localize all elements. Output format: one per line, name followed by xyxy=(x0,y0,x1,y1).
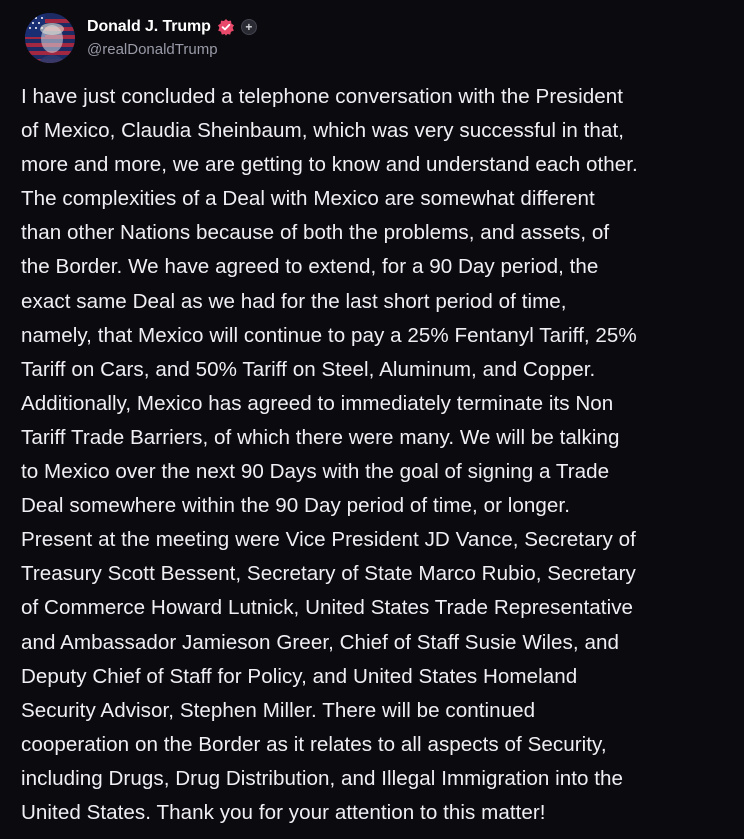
avatar[interactable] xyxy=(25,13,75,63)
post-header xyxy=(25,13,257,63)
author-display-name[interactable]: Donald J. Trump xyxy=(87,18,211,35)
flag-portrait-avatar-icon xyxy=(25,13,75,63)
plus-icon[interactable]: + xyxy=(241,19,257,35)
name-row xyxy=(87,16,257,38)
post-body-text: I have just concluded a telephone conversation with the President of Mexico, Claudia Sheinbaum, which was very successful in that, more and more, we are getting to know and understand each other. The complexities of a Deal with Mexico are somewhat different than other Nations because of both the problems, and assets, of the Border. We have agreed to extend, for a 90 Day period, the exact same Deal as we had for the last short period of time, namely, that Mexico will continue to pay a 25% Fentanyl Tariff, 25% Tariff on Cars, and 50% Tariff on Steel, Aluminum, and Copper. Additionally, Mexico has agreed to immediately terminate its Non Tariff Trade Barriers, of which there were many. We will be talking to Mexico over the next 90 Days with the goal of signing a Trade Deal somewhere within the 90 Day period of time, or longer. Present at the meeting were Vice President JD Vance, Secretary of Treasury Scott Bessent, Secretary of State Marco Rubio, Secretary of Commerce Howard Lutnick, United States Trade Representative and Ambassador Jamieson Greer, Chief of Staff Susie Wiles, and Deputy Chief of Staff for Policy, and United States Homeland Security Advisor, Stephen Miller. There will be continued cooperation on the Border as it relates to all aspects of Security, including Drugs, Drug Distribution, and Illegal Immigration into the United States. Thank you for your attention to this matter! xyxy=(21,85,638,824)
verified-badge-icon xyxy=(217,18,235,36)
author-handle[interactable]: @realDonaldTrump xyxy=(87,41,218,58)
author-identity xyxy=(87,16,257,58)
